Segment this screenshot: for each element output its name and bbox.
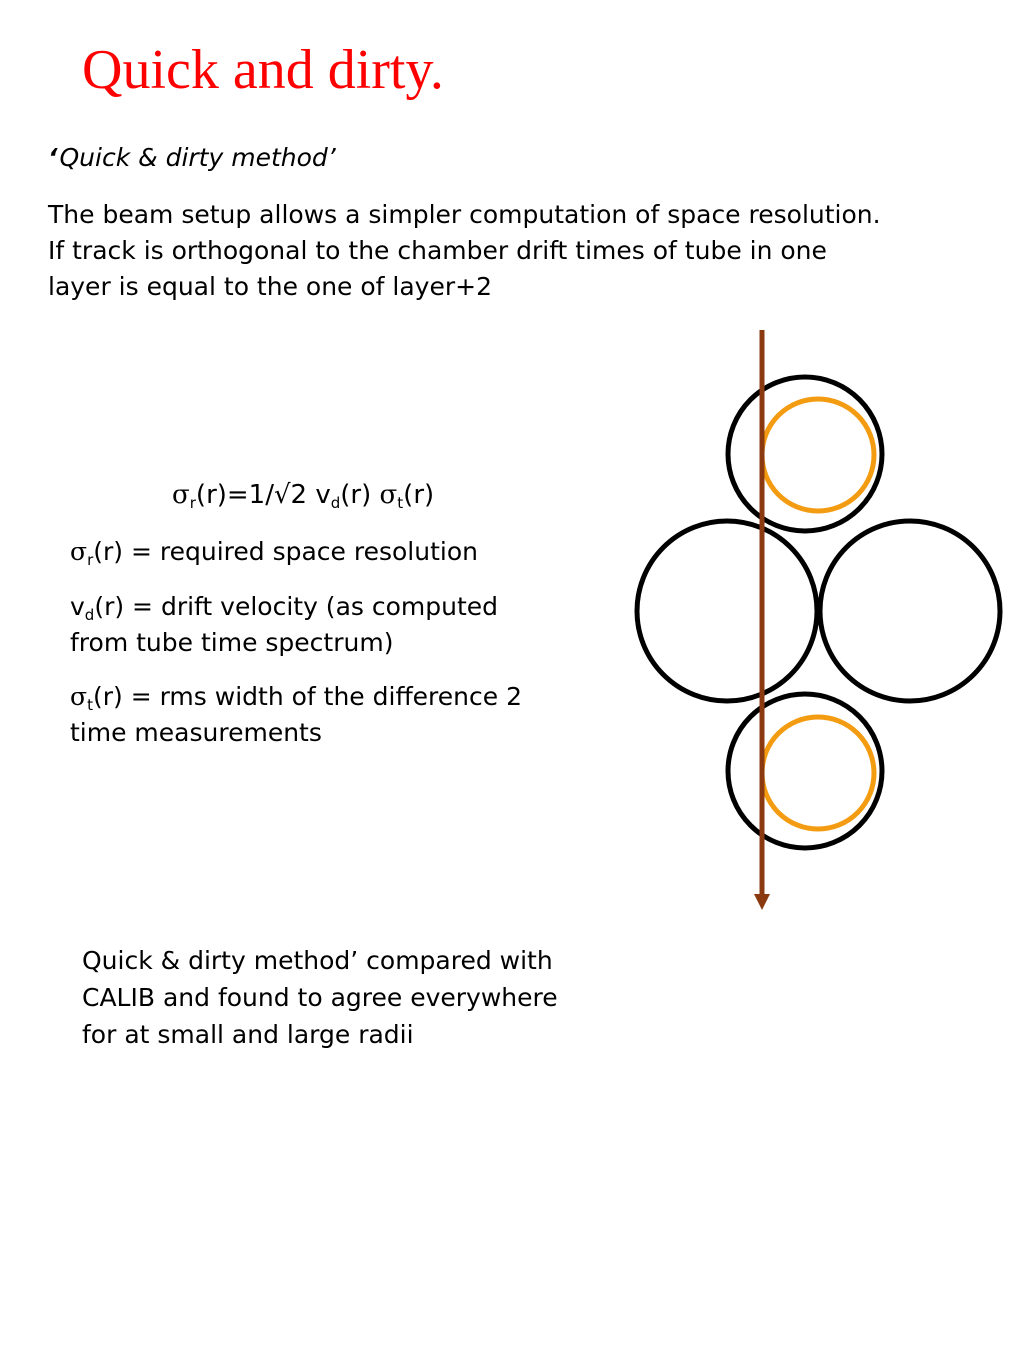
intro-line-2: If track is orthogonal to the chamber drift times of tube in one: [48, 236, 827, 265]
def-sigma-t-symbol: σ: [70, 682, 88, 711]
slide-title: Quick and dirty.: [82, 39, 444, 101]
track-arrowhead: [754, 894, 770, 910]
intro-line-3: layer is equal to the one of layer+2: [48, 272, 492, 301]
def-sigma-r-symbol: σ: [70, 537, 88, 566]
def-sigma-t-line-1: (r) = rms width of the difference 2: [92, 682, 522, 711]
formula-sigma-r: σ: [172, 480, 190, 510]
def-vd-sub: d: [84, 606, 95, 624]
drift-circle-top: [762, 399, 874, 511]
formula-sigma-t: σ: [379, 480, 398, 510]
subtitle-text: Quick & dirty method’: [59, 143, 336, 172]
def-sigma-t-line-2: time measurements: [70, 718, 322, 747]
drift-circle-bottom: [762, 717, 874, 829]
intro-line-1: The beam setup allows a simpler computation of space resolution.: [48, 200, 881, 229]
def-sigma-r-sub: r: [87, 551, 94, 569]
tube-middle-right: [820, 521, 1000, 701]
formula-part-3: (r): [403, 480, 435, 510]
conclusion-line-3: for at small and large radii: [82, 1020, 414, 1049]
def-vd-line-2: from tube time spectrum): [70, 628, 394, 657]
opening-quote: ‘: [48, 143, 58, 172]
def-sigma-r-text: (r) = required space resolution: [93, 537, 478, 566]
formula-sub-d: d: [330, 494, 341, 512]
conclusion-line-1: Quick & dirty method’ compared with: [82, 946, 553, 975]
formula-part-1: (r)=1/√2 v: [195, 480, 331, 510]
conclusion-text: [82, 942, 682, 1053]
formula-sub-t: t: [397, 494, 404, 512]
formula-part-2: (r): [340, 480, 380, 510]
tube-middle-left: [637, 521, 817, 701]
def-vd-symbol: v: [70, 592, 85, 621]
def-vd-line-1: (r) = drift velocity (as computed: [94, 592, 499, 621]
def-sigma-t-sub: t: [87, 696, 93, 714]
formula-sub-r: r: [189, 494, 196, 512]
conclusion-line-2: CALIB and found to agree everywhere: [82, 983, 558, 1012]
